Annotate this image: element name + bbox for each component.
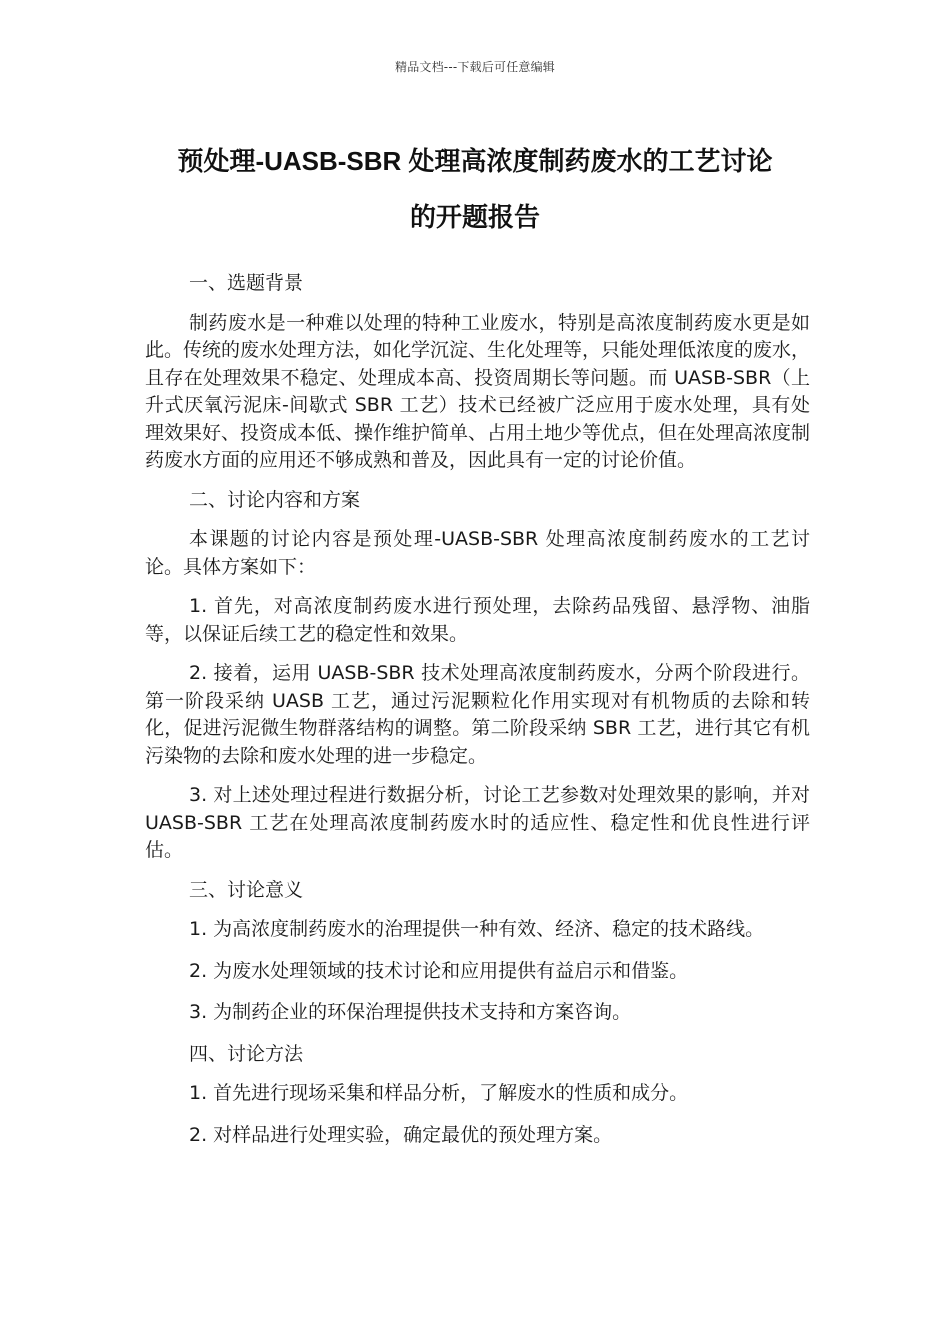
title-line-1: 预处理-UASB-SBR 处理高浓度制药废水的工艺讨论 [177, 146, 773, 176]
section-heading-method: 四、讨论方法 [189, 1042, 304, 1065]
list-item-method-2: 2. 对样品进行处理实验，确定最优的预处理方案。 [189, 1123, 613, 1146]
section-heading-background: 一、选题背景 [189, 272, 304, 294]
section-heading-significance: 三、讨论意义 [189, 878, 304, 901]
document-body [145, 270, 810, 1163]
document-title [120, 133, 830, 245]
title-line-2: 的开题报告 [409, 202, 540, 232]
paragraph-background: 制药废水是一种难以处理的特种工业废水，特别是高浓度制药废水更是如此。传统的废水处理方法，如化学沉淀、生化处理等，只能处理低浓度的废水，且存在处理效果不稳定、处理成本高、投资周期长等问题。而 UASB-SBR（上升式厌氧污泥床-间歇式 SBR 工艺）技术已经被广泛应用于废水处理，具有处理效果好、投资成本低、操作维护简单、占用土地少等优点，但在处理高浓度制药废水方面的应用还不够成熟和普及，因此具有一定的讨论价值。 [145, 311, 811, 471]
list-item-method-1: 1. 首先进行现场采集和样品分析，了解废水的性质和成分。 [189, 1082, 689, 1104]
list-item-significance-3: 3. 为制药企业的环保治理提供技术支持和方案咨询。 [189, 1001, 632, 1023]
list-item-significance-1: 1. 为高浓度制药废水的治理提供一种有效、经济、稳定的技术路线。 [189, 918, 765, 940]
list-item-content-2: 2. 接着，运用 UASB-SBR 技术处理高浓度制药废水，分两个阶段进行。第一阶段采纳 UASB 工艺，通过污泥颗粒化作用实现对有机物质的去除和转化，促进污泥微生物群落结构的调整。第二阶段采纳 SBR 工艺，进行其它有机污染物的去除和废水处理的进一步稳定。 [145, 662, 810, 767]
list-item-content-3: 3. 对上述处理过程进行数据分析，讨论工艺参数对处理效果的影响，并对 UASB-SBR 工艺在处理高浓度制药废水时的适应性、稳定性和优良性进行评估。 [145, 784, 810, 861]
list-item-significance-2: 2. 为废水处理领域的技术讨论和应用提供有益启示和借鉴。 [189, 959, 689, 982]
list-item-content-1: 1. 首先，对高浓度制药废水进行预处理，去除药品残留、悬浮物、油脂等，以保证后续工艺的稳定性和效果。 [145, 595, 810, 645]
section-heading-content: 二、讨论内容和方案 [189, 488, 361, 511]
header-note: 精品文档---下载后可任意编辑 [395, 60, 555, 74]
paragraph-content-intro: 本课题的讨论内容是预处理-UASB-SBR 处理高浓度制药废水的工艺讨论。具体方案如下： [145, 528, 810, 578]
